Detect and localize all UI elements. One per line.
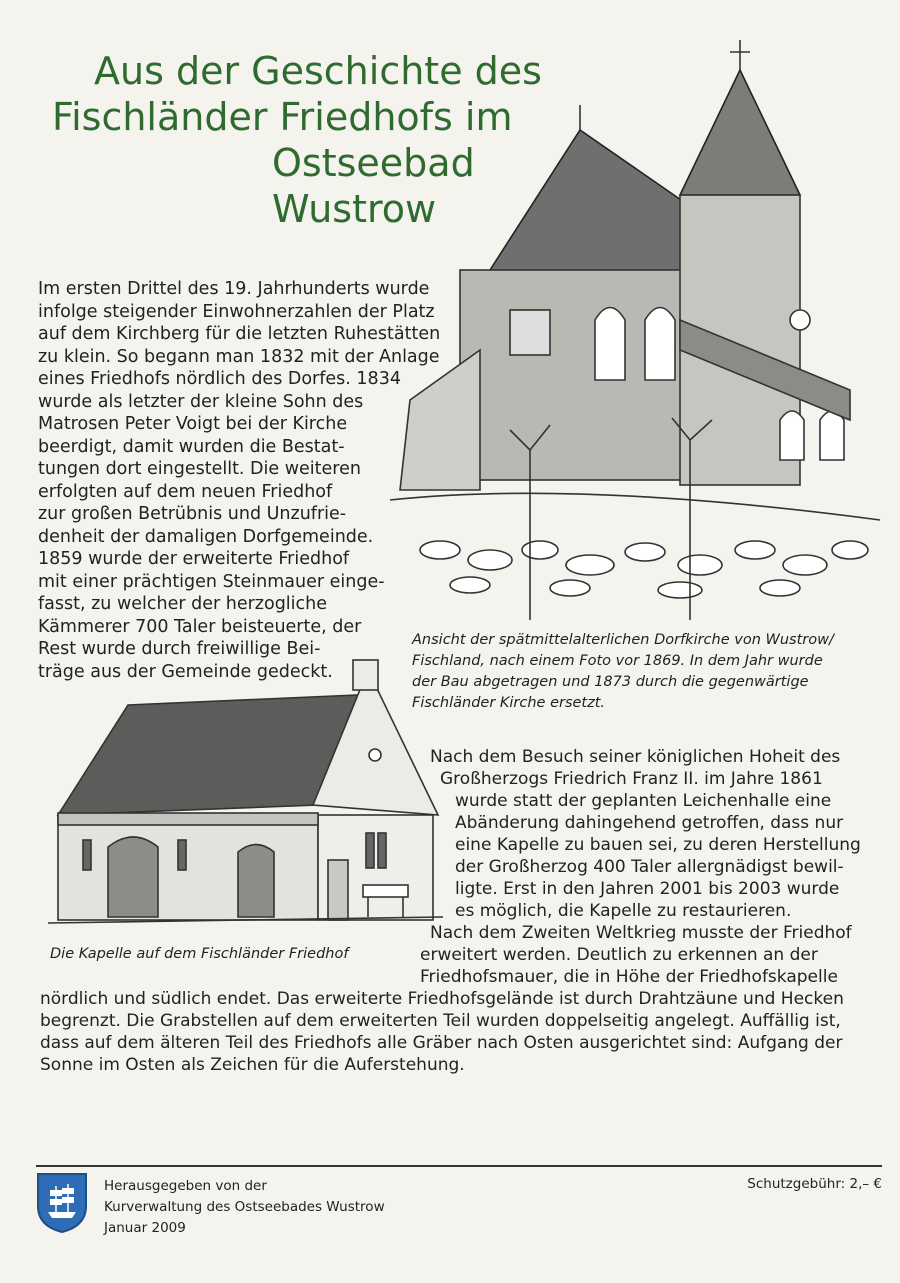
- text-line: Sonne im Osten als Zeichen für die Auferstehung.: [40, 1055, 465, 1075]
- text-line: auf dem Kirchberg für die letzten Ruhestätten: [38, 324, 441, 344]
- text-line: Abänderung dahingehend getroffen, dass nur: [455, 813, 844, 833]
- text-line: erfolgten auf dem neuen Friedhof: [38, 481, 333, 502]
- text-line: wurde statt der geplanten Leichenhalle eine: [455, 791, 832, 811]
- text-line: Großherzogs Friedrich Franz II. im Jahre 1861: [440, 769, 823, 789]
- text-line: Im ersten Drittel des 19. Jahrhunderts wurde: [38, 279, 430, 299]
- text-line: eine Kapelle zu bauen sei, zu deren Herstellung: [455, 835, 861, 855]
- text-line: zu klein. So begann man 1832 mit der Anlage: [38, 346, 440, 367]
- text-line: Kämmerer 700 Taler beisteuerte, der: [38, 616, 362, 637]
- text-line: Matrosen Peter Voigt bei der Kirche: [38, 414, 348, 434]
- text-line: nördlich und südlich endet. Das erweiterte Friedhofsgelände ist durch Drahtzäune und Hecken: [40, 989, 844, 1009]
- text-line: Friedhofsmauer, die in Höhe der Friedhofskapelle: [420, 967, 838, 987]
- intro-paragraph: [38, 278, 458, 683]
- text-line: es möglich, die Kapelle zu restaurieren.: [455, 901, 792, 921]
- history-paragraph: [30, 746, 880, 1076]
- text-line: begrenzt. Die Grabstellen auf dem erweiterten Teil wurden doppelseitig angelegt. Auffällig ist,: [40, 1011, 841, 1031]
- chapel-caption: Die Kapelle auf dem Fischländer Friedhof: [50, 946, 349, 962]
- text-line: Nach dem Zweiten Weltkrieg musste der Friedhof: [430, 923, 852, 943]
- text-line: denheit der damaligen Dorfgemeinde.: [38, 526, 374, 547]
- caption-line: der Bau abgetragen und 1873 durch die gegenwärtige: [412, 674, 809, 690]
- text-line: dass auf dem älteren Teil des Friedhofs alle Gräber nach Osten ausgerichtet sind: Aufgang der: [40, 1033, 843, 1053]
- text-line: Rest wurde durch freiwillige Bei-: [38, 639, 321, 659]
- text-line: 1859 wurde der erweiterte Friedhof: [38, 549, 350, 569]
- text-line: beerdigt, damit wurden die Bestat-: [38, 436, 345, 457]
- text-line: fasst, zu welcher der herzogliche: [38, 594, 328, 614]
- text-line: der Großherzog 400 Taler allergnädigst bewil-: [455, 857, 844, 877]
- text-line: zur großen Betrübnis und Unzufrie-: [38, 504, 347, 524]
- caption-line: Fischländer Kirche ersetzt.: [412, 695, 606, 711]
- church-caption: [412, 630, 882, 714]
- publisher-info: [104, 1176, 385, 1239]
- footer-divider: [36, 1165, 882, 1167]
- title-line-3: Ostseebad: [272, 141, 475, 185]
- publication-date: Januar 2009: [104, 1220, 186, 1236]
- text-line: Nach dem Besuch seiner königlichen Hoheit des: [430, 747, 841, 767]
- title-line-2: Fischländer Friedhofs im: [52, 95, 513, 139]
- text-line: wurde als letzter der kleine Sohn des: [38, 391, 364, 412]
- publisher-line: Kurverwaltung des Ostseebades Wustrow: [104, 1199, 385, 1215]
- caption-line: Ansicht der spätmittelalterlichen Dorfkirche von Wustrow/: [412, 632, 834, 648]
- title-line-1: Aus der Geschichte des: [94, 49, 542, 93]
- wustrow-crest-icon: [36, 1172, 88, 1234]
- text-line: tungen dort eingestellt. Die weiteren: [38, 459, 361, 479]
- text-line: mit einer prächtigen Steinmauer einge-: [38, 571, 385, 592]
- publisher-line: Herausgegeben von der: [104, 1178, 267, 1194]
- protection-fee: Schutzgebühr: 2,– €: [747, 1176, 882, 1192]
- title-line-4: Wustrow: [272, 187, 437, 231]
- caption-line: Fischland, nach einem Foto vor 1869. In dem Jahr wurde: [412, 653, 823, 669]
- text-line: eines Friedhofs nördlich des Dorfes. 1834: [38, 369, 401, 389]
- text-line: erweitert werden. Deutlich zu erkennen an der: [420, 945, 818, 965]
- text-line: ligte. Erst in den Jahren 2001 bis 2003 wurde: [455, 879, 840, 899]
- text-line: träge aus der Gemeinde gedeckt.: [38, 661, 333, 682]
- text-line: infolge steigender Einwohnerzahlen der Platz: [38, 301, 435, 322]
